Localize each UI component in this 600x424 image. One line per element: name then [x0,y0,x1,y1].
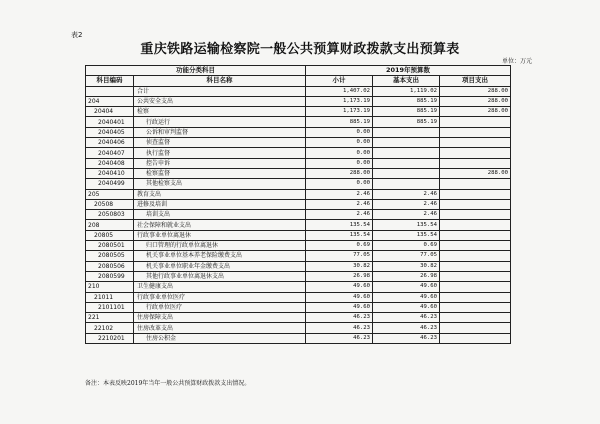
cell-name: 住房公积金 [134,333,306,343]
table-row [86,271,511,281]
cell-basic: 885.19 [373,117,440,127]
cell-project [440,302,511,312]
header-total: 小计 [306,76,373,86]
cell-code: 22102 [86,323,134,333]
cell-code: 2080599 [86,271,134,281]
cell-total: 46.23 [306,333,373,343]
table-row [86,220,511,230]
budget-table [85,65,511,344]
cell-name: 控告申诉 [134,158,306,168]
cell-code: 2040407 [86,148,134,158]
cell-project [440,210,511,220]
cell-name: 侦查监督 [134,138,306,148]
table-row [86,179,511,189]
cell-code: 21011 [86,292,134,302]
cell-total: 135.54 [306,220,373,230]
table-row [86,323,511,333]
cell-name: 进修及培训 [134,199,306,209]
cell-project [440,333,511,343]
table-row [86,302,511,312]
cell-basic [373,138,440,148]
table-row [86,199,511,209]
cell-code: 20508 [86,199,134,209]
table-row [86,210,511,220]
table-row [86,117,511,127]
cell-project [440,117,511,127]
cell-project [440,148,511,158]
cell-total: 46.23 [306,313,373,323]
cell-project [440,158,511,168]
table-row [86,107,511,117]
header-function-category: 功能分类科目 [86,66,306,76]
cell-project [440,189,511,199]
cell-code: 205 [86,189,134,199]
cell-name: 公共安全支出 [134,96,306,106]
cell-basic [373,148,440,158]
cell-total: 1,173.19 [306,107,373,117]
cell-basic: 77.05 [373,251,440,261]
cell-total: 2.46 [306,199,373,209]
cell-basic: 30.82 [373,261,440,271]
cell-project [440,292,511,302]
cell-name: 机关事业单位基本养老保险缴费支出 [134,251,306,261]
cell-project [440,127,511,137]
cell-basic: 135.54 [373,220,440,230]
cell-basic: 49.60 [373,282,440,292]
cell-basic: 49.60 [373,292,440,302]
cell-code: 204 [86,96,134,106]
cell-name: 执行监督 [134,148,306,158]
table-row [86,241,511,251]
cell-total: 0.00 [306,138,373,148]
cell-code [86,86,134,96]
cell-basic [373,179,440,189]
cell-total: 2.46 [306,189,373,199]
cell-basic: 885.19 [373,107,440,117]
cell-total: 0.00 [306,127,373,137]
table-row [86,138,511,148]
cell-code: 2040405 [86,127,134,137]
cell-total: 49.60 [306,302,373,312]
cell-project [440,323,511,333]
cell-project [440,241,511,251]
cell-project: 288.00 [440,86,511,96]
cell-name: 检察 [134,107,306,117]
table-row [86,333,511,343]
table-number-label: 表2 [71,31,83,39]
cell-total: 77.05 [306,251,373,261]
cell-basic: 1,119.02 [373,86,440,96]
cell-code: 2040410 [86,168,134,178]
cell-project: 288.00 [440,107,511,117]
cell-name: 其他行政事业单位离退休支出 [134,271,306,281]
cell-name: 机关事业单位职业年金缴费支出 [134,261,306,271]
cell-code: 2080505 [86,251,134,261]
cell-total: 30.82 [306,261,373,271]
cell-code: 20404 [86,107,134,117]
cell-total: 1,173.19 [306,96,373,106]
cell-name: 公诉和审判监督 [134,127,306,137]
cell-total: 1,407.02 [306,86,373,96]
table-row [86,127,511,137]
cell-name: 行政运行 [134,117,306,127]
cell-basic: 46.23 [373,333,440,343]
cell-project [440,199,511,209]
header-basic: 基本支出 [373,76,440,86]
footnote: 备注：本表反映2019年当年一般公共预算财政拨款支出情况。 [85,380,251,387]
cell-code: 2101101 [86,302,134,312]
header-project: 项目支出 [440,76,511,86]
table-row [86,261,511,271]
header-name: 科目名称 [134,76,306,86]
cell-name: 归口管理的行政单位离退休 [134,241,306,251]
table-row [86,251,511,261]
cell-name: 行政事业单位医疗 [134,292,306,302]
header-budget-year: 2019年预算数 [306,66,511,76]
table-row [86,148,511,158]
cell-project: 288.00 [440,168,511,178]
cell-name: 住房改革支出 [134,323,306,333]
cell-project [440,179,511,189]
table-row [86,168,511,178]
cell-code: 210 [86,282,134,292]
cell-basic [373,168,440,178]
cell-project [440,261,511,271]
cell-basic: 135.54 [373,230,440,240]
cell-basic: 2.46 [373,189,440,199]
cell-project [440,220,511,230]
cell-name: 其他检察支出 [134,179,306,189]
table-row [86,189,511,199]
cell-project [440,282,511,292]
cell-basic [373,158,440,168]
table-row [86,158,511,168]
cell-name: 行政单位医疗 [134,302,306,312]
cell-project: 288.00 [440,96,511,106]
cell-code: 208 [86,220,134,230]
cell-code: 2080501 [86,241,134,251]
cell-name: 社会保障和就业支出 [134,220,306,230]
table-row [86,86,511,96]
cell-total: 49.60 [306,282,373,292]
cell-name: 教育支出 [134,189,306,199]
cell-name: 检察监督 [134,168,306,178]
cell-total: 0.00 [306,179,373,189]
table-row [86,313,511,323]
table-row [86,230,511,240]
cell-basic: 46.23 [373,313,440,323]
cell-basic: 885.19 [373,96,440,106]
cell-total: 46.23 [306,323,373,333]
cell-total: 0.69 [306,241,373,251]
cell-basic: 2.46 [373,199,440,209]
cell-total: 288.00 [306,168,373,178]
cell-code: 20805 [86,230,134,240]
cell-code: 2080506 [86,261,134,271]
cell-name: 合计 [134,86,306,96]
table-body [86,86,511,343]
table-row [86,282,511,292]
cell-total: 26.98 [306,271,373,281]
cell-basic: 0.69 [373,241,440,251]
cell-basic [373,127,440,137]
cell-basic: 2.46 [373,210,440,220]
cell-total: 49.60 [306,292,373,302]
cell-code: 221 [86,313,134,323]
table-row [86,96,511,106]
document-title: 重庆铁路运输检察院一般公共预算财政拨款支出预算表 [140,42,460,57]
cell-code: 2040408 [86,158,134,168]
cell-total: 885.19 [306,117,373,127]
cell-code: 2040406 [86,138,134,148]
cell-total: 2.46 [306,210,373,220]
cell-total: 0.00 [306,148,373,158]
cell-code: 2050803 [86,210,134,220]
cell-project [440,251,511,261]
cell-project [440,271,511,281]
cell-name: 住房保障支出 [134,313,306,323]
cell-name: 培训支出 [134,210,306,220]
cell-basic: 46.23 [373,323,440,333]
cell-code: 2040401 [86,117,134,127]
cell-name: 行政事业单位离退休 [134,230,306,240]
cell-project [440,138,511,148]
cell-total: 135.54 [306,230,373,240]
cell-project [440,313,511,323]
header-code: 科目编码 [86,76,134,86]
cell-code: 2210201 [86,333,134,343]
cell-basic: 49.60 [373,302,440,312]
cell-name: 卫生健康支出 [134,282,306,292]
unit-label: 单位：万元 [501,58,532,65]
cell-total: 0.00 [306,158,373,168]
cell-code: 2040499 [86,179,134,189]
cell-project [440,230,511,240]
cell-basic: 26.98 [373,271,440,281]
table-row [86,292,511,302]
